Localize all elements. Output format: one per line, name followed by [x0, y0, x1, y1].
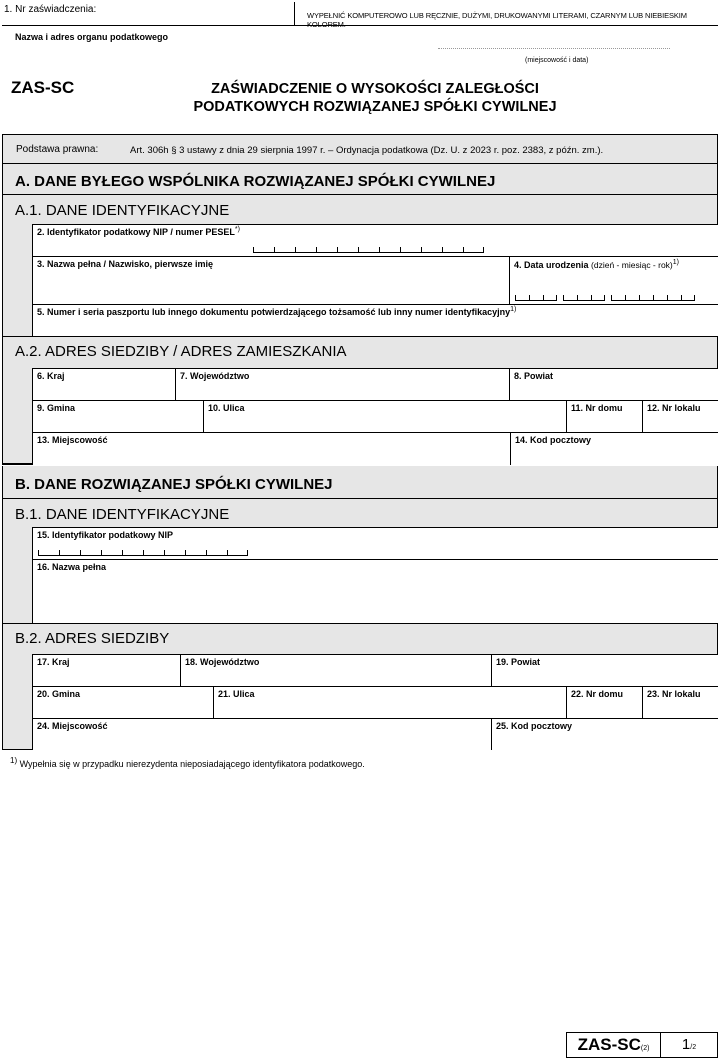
form-title-line2: PODATKOWYCH ROZWIĄZANEJ SPÓŁKI CYWILNEJ [193, 99, 557, 115]
full-name-label: 3. Nazwa pełna / Nazwisko, pierwsze imię [37, 259, 214, 269]
footnote [10, 756, 365, 769]
street-field-a[interactable] [203, 400, 566, 432]
section-a-title: A. DANE BYŁEGO WSPÓLNIKA ROZWIĄZANEJ SPÓŁKI CYWILNEJ [15, 173, 496, 190]
footer-page-number: 1 [681, 1036, 691, 1053]
footer-code: ZAS-SC [577, 1035, 641, 1054]
legal-basis-text: Art. 306h § 3 ustawy z dnia 29 sierpnia 1997 r. – Ordynacja podatkowa (Dz. U. z 2023 r. poz. 2383, z późn. zm.). [130, 145, 604, 156]
apartment-number-label-a: 12. Nr lokalu [647, 403, 701, 413]
birth-date-hint: (dzień - miesiąc - rok) [591, 260, 673, 270]
fill-instruction: WYPEŁNIĆ KOMPUTEROWO LUB RĘCZNIE, DUŻYMI, DRUKOWANYMI LITERAMI, CZARNYM LUB NIEBIESKIM KOLOREM. [307, 11, 687, 29]
nip-pesel-comb [253, 247, 484, 253]
footnote-marker: 1) [10, 756, 18, 765]
company-nip-comb [38, 550, 248, 556]
section-b-title: B. DANE ROZWIĄZANEJ SPÓŁKI CYWILNEJ [15, 476, 333, 493]
county-label-a: 8. Powiat [514, 371, 554, 381]
country-label-b: 17. Kraj [37, 657, 70, 667]
section-a1-title: A.1. DANE IDENTYFIKACYJNE [15, 202, 230, 219]
nip-pesel-sup: *) [234, 226, 240, 233]
section-b-rule [2, 498, 718, 499]
house-number-label-b: 22. Nr domu [571, 689, 624, 699]
header-rule [295, 25, 718, 26]
birth-date-label-text: 4. Data urodzenia [514, 260, 589, 270]
house-number-label-a: 11. Nr domu [571, 403, 623, 413]
footer-page-box [661, 1032, 718, 1058]
voivodeship-label-b: 18. Województwo [185, 657, 260, 667]
postal-code-label-b: 25. Kod pocztowy [496, 721, 573, 731]
locality-label-a: 13. Miejscowość [37, 435, 108, 445]
county-label-b: 19. Powiat [496, 657, 541, 667]
nip-pesel-label-text: 2. Identyfikator podatkowy NIP / numer PESEL [37, 227, 235, 237]
street-field-b[interactable] [213, 686, 566, 718]
footnote-text: Wypełnia się w przypadku nierezydenta nieposiadającego identyfikatora podatkowego. [19, 759, 365, 769]
birth-date-label [514, 259, 679, 270]
footer-version: (2) [640, 1045, 650, 1052]
company-name-field[interactable] [32, 559, 718, 623]
country-label-a: 6. Kraj [37, 371, 65, 381]
form-title [0, 80, 720, 116]
section-b1-title: B.1. DANE IDENTYFIKACYJNE [15, 506, 230, 523]
voivodeship-label-a: 7. Województwo [180, 371, 250, 381]
section-b2-rule [2, 623, 718, 624]
company-nip-label: 15. Identyfikator podatkowy NIP [37, 530, 174, 540]
apartment-number-label-b: 23. Nr lokalu [647, 689, 701, 699]
nip-pesel-label [37, 226, 240, 237]
id-document-sup: 1) [510, 306, 517, 313]
section-a-rule [2, 194, 718, 195]
id-document-label [37, 306, 516, 317]
section-a2-title: A.2. ADRES SIEDZIBY / ADRES ZAMIESZKANIA [15, 343, 347, 360]
commune-label-b: 20. Gmina [37, 689, 81, 699]
street-label-a: 10. Ulica [208, 403, 245, 413]
footer-page-total: /2 [690, 1044, 697, 1051]
birth-date-sup: 1) [672, 259, 679, 266]
birth-date-comb [515, 295, 695, 301]
birth-month-comb [563, 295, 605, 301]
place-date-hint: (miejscowość i data) [525, 57, 589, 64]
legal-basis-box [2, 134, 718, 164]
id-document-label-text: 5. Numer i seria paszportu lub innego dokumentu potwierdzającego tożsamość lub inny numer identyfikacyjny [37, 307, 511, 317]
street-label-b: 21. Ulica [218, 689, 255, 699]
certificate-number-label: 1. Nr zaświadczenia: [4, 4, 97, 15]
company-name-label: 16. Nazwa pełna [37, 562, 107, 572]
locality-label-b: 24. Miejscowość [37, 721, 108, 731]
form-code: ZAS-SC [11, 78, 75, 97]
section-b2-title: B.2. ADRES SIEDZIBY [15, 630, 170, 647]
tax-office-label: Nazwa i adres organu podatkowego [15, 32, 169, 42]
postal-code-label-a: 14. Kod pocztowy [515, 435, 592, 445]
section-a2-rule [2, 336, 718, 337]
form-title-line1: ZAŚWIADCZENIE O WYSOKOŚCI ZALEGŁOŚCI [211, 81, 539, 97]
birth-year-comb [611, 295, 695, 301]
commune-label-a: 9. Gmina [37, 403, 76, 413]
place-date-dotted-line[interactable] [438, 48, 670, 49]
legal-basis-label: Podstawa prawna: [16, 144, 99, 155]
footer-code-box [566, 1032, 661, 1058]
birth-day-comb [515, 295, 557, 301]
